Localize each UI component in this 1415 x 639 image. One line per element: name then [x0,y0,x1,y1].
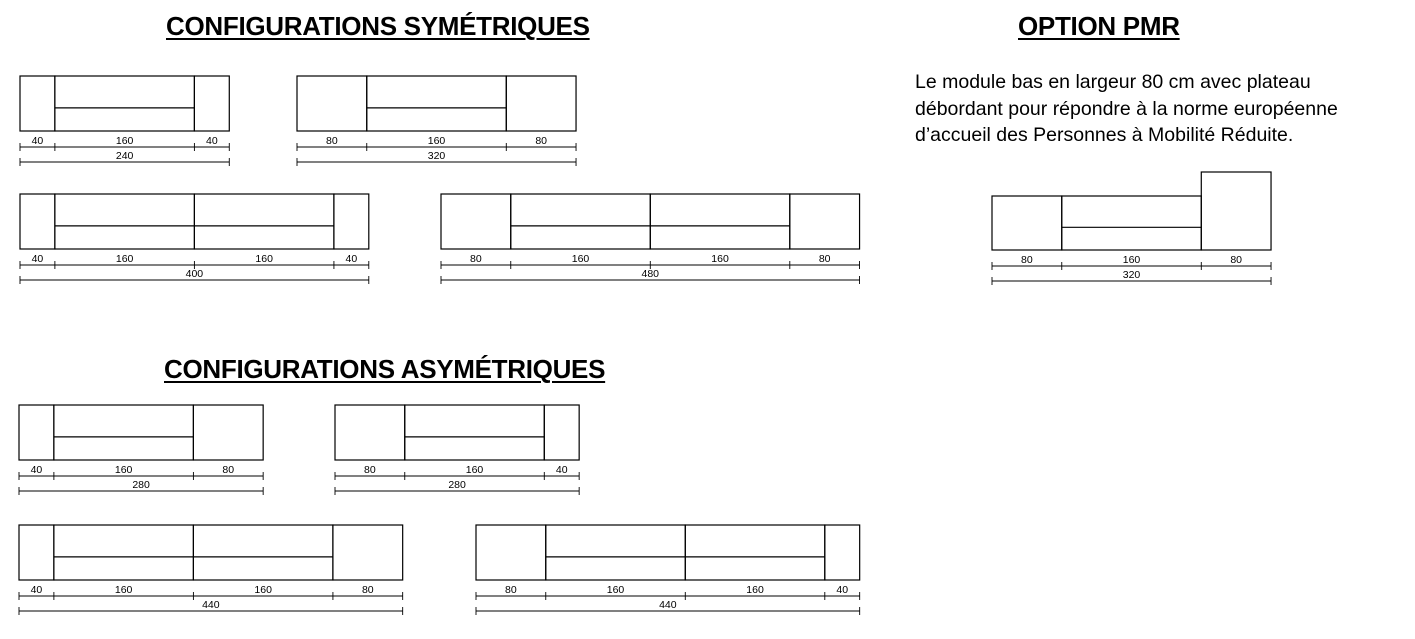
module-160 [511,194,651,249]
module-width-label: 40 [205,135,218,147]
module-width-label: 40 [31,253,44,265]
module-160 [367,76,507,131]
module-width-label: 160 [1122,254,1141,266]
total-width-label: 480 [641,268,660,280]
module-width-label: 80 [505,584,517,596]
module-40 [19,405,54,460]
module-160 [55,194,195,249]
total-width-label: 280 [448,479,466,491]
module-width-label: 80 [818,253,831,265]
module-width-label: 80 [364,464,376,476]
pmr-description: Le module bas en largeur 80 cm avec plateau débordant pour répondre à la norme européenne d’accueil des Personnes à Mobilité Réduite. [915,71,1338,146]
module-80 [193,405,263,460]
total-width-label: 320 [427,150,446,162]
module-width-label: 40 [345,253,358,265]
module-40 [20,76,55,131]
total-width-label: 280 [132,479,150,491]
module-160 [54,525,194,580]
module-80 [476,525,546,580]
module-width-label: 80 [1230,254,1243,266]
section-title-pmr: OPTION PMR [1018,11,1180,41]
module-width-label: 160 [606,584,625,596]
module-width-label: 80 [470,253,482,265]
module-80 [441,194,511,249]
module-40 [194,76,229,131]
section-title-asymmetric: CONFIGURATIONS ASYMÉTRIQUES [164,354,606,384]
module-width-label: 160 [255,253,273,265]
total-width-label: 240 [115,150,134,162]
total-width-label: 400 [185,268,204,280]
module-80 [1201,172,1271,250]
module-40 [20,194,55,249]
module-width-label: 40 [555,464,568,476]
module-160 [1062,196,1202,250]
module-40 [825,525,860,580]
module-160 [54,405,194,460]
module-width-label: 80 [361,584,374,596]
module-160 [685,525,825,580]
module-width-label: 40 [836,584,849,596]
module-width-label: 40 [30,464,43,476]
module-width-label: 160 [746,584,764,596]
configuration-symetrique-1 [20,76,229,166]
module-width-label: 40 [30,584,43,596]
module-width-label: 80 [1021,254,1033,266]
module-width-label: 160 [115,253,134,265]
module-80 [992,196,1062,250]
module-width-label: 160 [254,584,272,596]
configuration-asymetrique-6 [19,405,263,495]
total-width-label: 320 [1122,269,1141,281]
module-80 [506,76,576,131]
section-title-symmetric: CONFIGURATIONS SYMÉTRIQUES [166,11,590,41]
total-width-label: 440 [659,599,677,611]
module-80 [297,76,367,131]
module-40 [544,405,579,460]
configuration-symetrique-3 [20,194,369,284]
module-width-label: 160 [114,464,133,476]
module-80 [335,405,405,460]
configuration-asymetrique-7 [335,405,579,495]
module-width-label: 160 [115,135,134,147]
module-160 [194,194,334,249]
module-width-label: 80 [535,135,548,147]
configuration-asymetrique-9 [476,525,860,615]
configuration-symetrique-4 [441,194,860,284]
module-width-label: 160 [465,464,484,476]
configuration-pmr-5 [992,172,1271,285]
module-width-label: 40 [31,135,44,147]
module-width-label: 80 [222,464,235,476]
module-160 [546,525,686,580]
module-160 [650,194,790,249]
module-width-label: 160 [711,253,729,265]
module-width-label: 80 [326,135,338,147]
module-160 [405,405,545,460]
module-160 [193,525,333,580]
module-80 [790,194,860,249]
module-width-label: 160 [114,584,133,596]
module-40 [334,194,369,249]
module-width-label: 160 [427,135,446,147]
configuration-asymetrique-8 [19,525,403,615]
module-160 [55,76,195,131]
module-width-label: 160 [571,253,590,265]
module-80 [333,525,403,580]
total-width-label: 440 [202,599,220,611]
configuration-symetrique-2 [297,76,576,166]
module-40 [19,525,54,580]
